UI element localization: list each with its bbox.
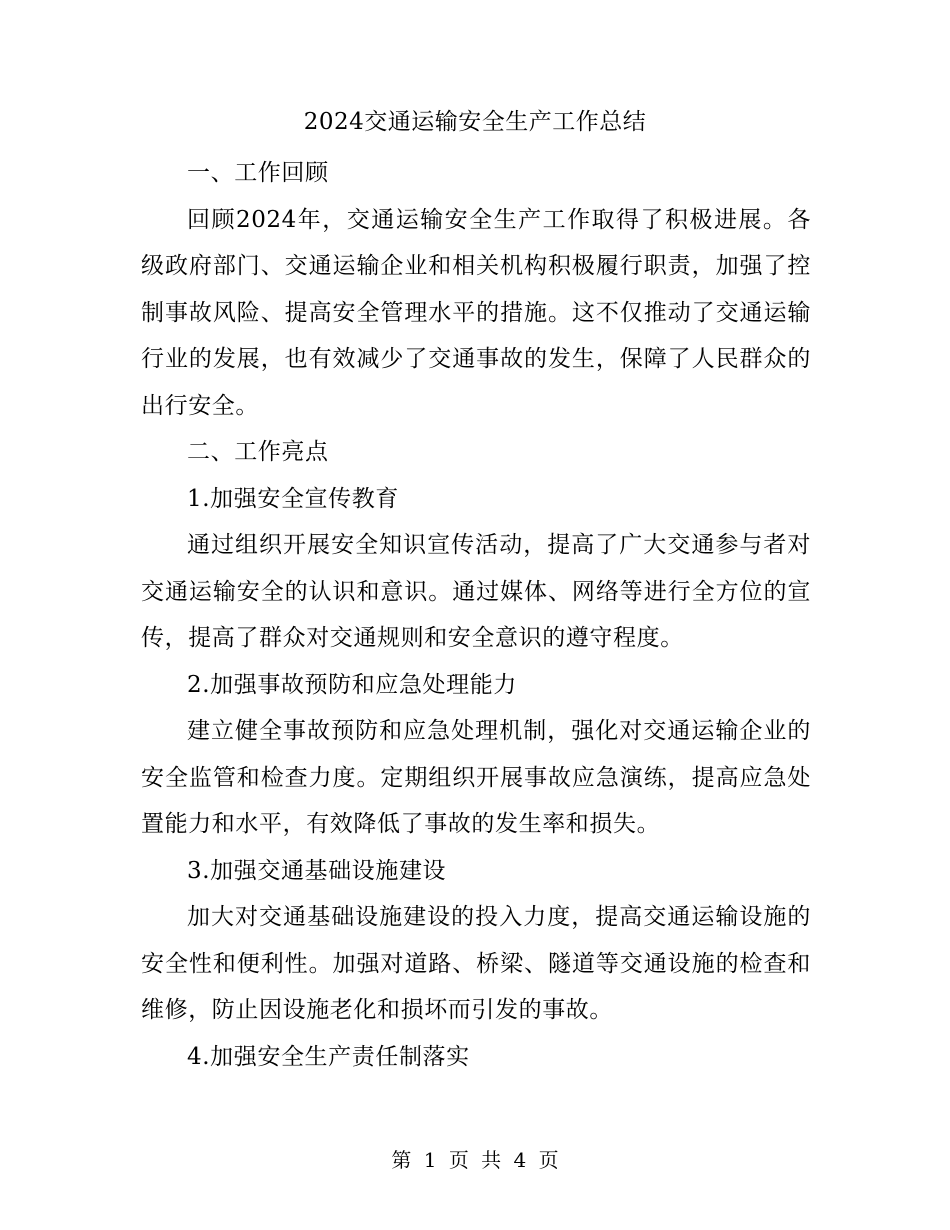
subheading-responsibility: 4.加强安全生产责任制落实 (187, 1043, 470, 1070)
subheading-infrastructure: 3.加强交通基础设施建设 (187, 857, 447, 884)
paragraph-review: 回顾2024年，交通运输安全生产工作取得了积极进展。各级政府部门、交通运输企业和相关机构积极履行职责，加强了控制事故风险、提高安全管理水平的措施。这不仅推动了交通运输行业的发展，也有效减少了交通事故的发生，保障了人民群众的出行安全。 (141, 206, 811, 419)
paragraph-publicity: 通过组织开展安全知识宣传活动，提高了广大交通参与者对交通运输安全的认识和意识。通过媒体、网络等进行全方位的宣传，提高了群众对交通规则和安全意识的遵守程度。 (141, 532, 811, 651)
subheading-accident-prevention: 2.加强事故预防和应急处理能力 (187, 671, 517, 698)
section-heading-highlights: 二、工作亮点 (187, 439, 329, 465)
section-heading-review: 一、工作回顾 (187, 160, 329, 186)
document-body (141, 150, 811, 1080)
document-title: 2024交通运输安全生产工作总结 (303, 109, 647, 135)
subheading-publicity: 1.加强安全宣传教育 (187, 485, 399, 512)
paragraph-infrastructure: 加大对交通基础设施建设的投入力度，提高交通运输设施的安全性和便利性。加强对道路、桥梁、隧道等交通设施的检查和维修，防止因设施老化和损坏而引发的事故。 (141, 904, 811, 1023)
page-number: 第 1 页 共 4 页 (391, 1148, 559, 1172)
paragraph-accident-prevention: 建立健全事故预防和应急处理机制，强化对交通运输企业的安全监管和检查力度。定期组织开展事故应急演练，提高应急处置能力和水平，有效降低了事故的发生率和损失。 (141, 718, 811, 837)
